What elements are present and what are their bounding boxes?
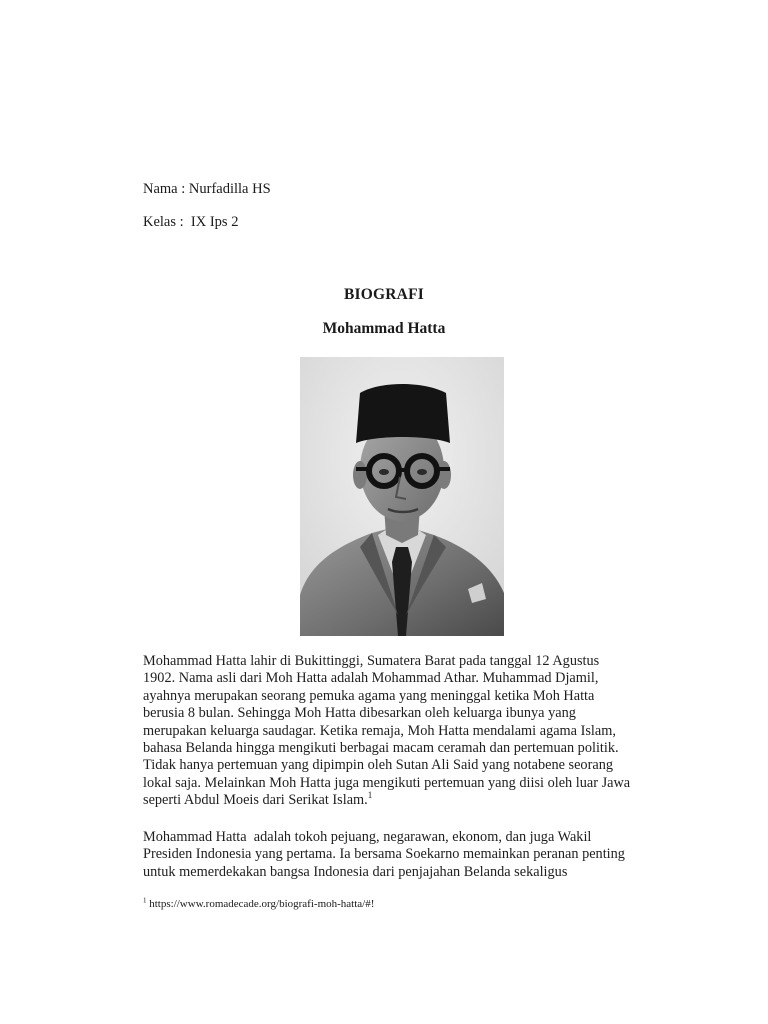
paragraph-line-text: seperti Abdul Moeis dari Serikat Islam. — [143, 792, 368, 809]
paragraph-line: untuk memerdekakan bangsa Indonesia dari penjajahan Belanda sekaligus — [143, 863, 568, 880]
footnote-link[interactable]: https://www.romadecade.org/biografi-moh-hatta/#! — [146, 898, 375, 910]
paragraph-line: merupakan keluarga saudagar. Ketika remaja, Moh Hatta mendalami agama Islam, — [143, 722, 616, 739]
paragraph-line: bahasa Belanda hingga mengikuti berbagai macam ceramah dan pertemuan politik. — [143, 740, 619, 757]
paragraph-line-last — [143, 792, 663, 809]
document-title: BIOGRAFI — [344, 286, 424, 303]
student-name-line: Nama : Nurfadilla HS — [143, 181, 271, 197]
paragraph-line: berusia 8 bulan. Sehingga Moh Hatta dibesarkan oleh keluarga ibunya yang — [143, 705, 576, 722]
biography-paragraph-2 — [143, 829, 663, 881]
biography-paragraph-1 — [143, 653, 663, 810]
document-subtitle: Mohammad Hatta — [322, 320, 446, 337]
student-class-line: Kelas : IX Ips 2 — [143, 214, 239, 230]
paragraph-line: Mohammad Hatta lahir di Bukittinggi, Sumatera Barat pada tanggal 12 Agustus — [143, 653, 600, 669]
footnote — [143, 897, 374, 911]
footnote-marker: 1 — [143, 896, 147, 905]
paragraph-line: lokal saja. Melainkan Moh Hatta juga mengikuti pertemuan yang diisi oleh luar Jawa — [143, 774, 631, 791]
paragraph-line: Presiden Indonesia yang pertama. Ia bersama Soekarno memainkan peranan penting — [143, 846, 625, 863]
paragraph-line: Tidak hanya pertemuan yang dipimpin oleh Sutan Ali Said yang notabene seorang — [143, 757, 613, 774]
footnote-reference[interactable]: 1 — [367, 790, 373, 801]
paragraph-line: Mohammad Hatta adalah tokoh pejuang, negarawan, ekonom, dan juga Wakil — [143, 829, 592, 845]
portrait-photo — [300, 357, 504, 636]
paragraph-line: ayahnya merupakan seorang pemuka agama yang meninggal ketika Moh Hatta — [143, 687, 595, 704]
paragraph-line: 1902. Nama asli dari Moh Hatta adalah Mohammad Athar. Muhammad Djamil, — [143, 670, 599, 687]
